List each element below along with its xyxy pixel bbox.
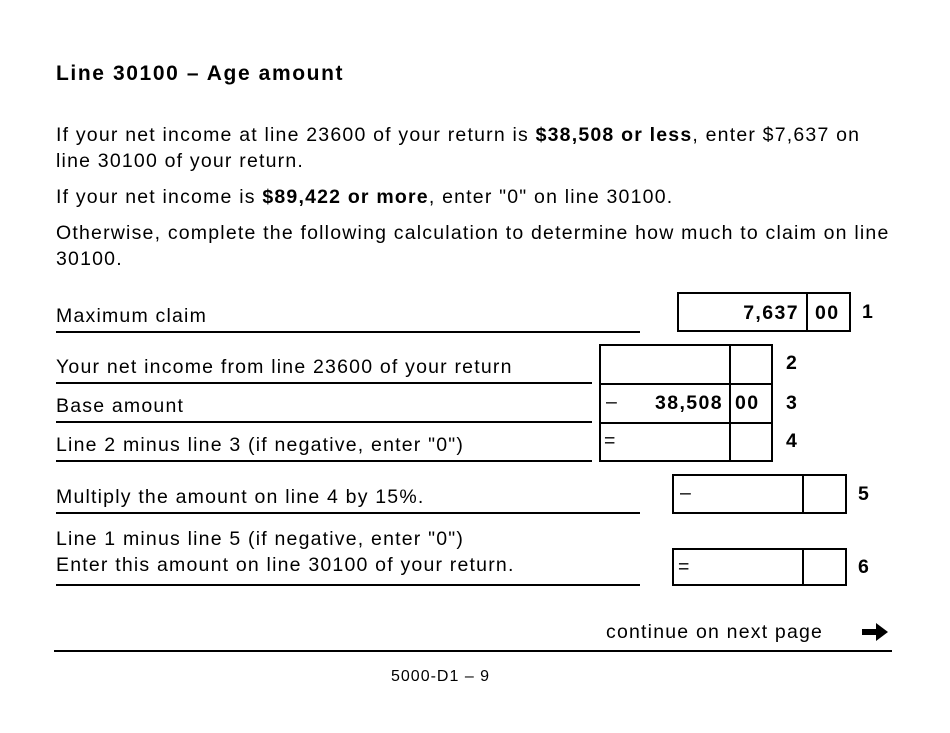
line-5-rule — [56, 512, 640, 514]
line-6-rule — [56, 584, 640, 586]
line-4-rule — [56, 460, 592, 462]
line-1-cents: 00 — [815, 302, 840, 324]
line-5-amount-field[interactable] — [672, 474, 847, 514]
equals-sign: = — [678, 556, 690, 578]
instruction-paragraph-3: Otherwise, complete the following calculation to determine how much to claim on line 30100. — [56, 222, 890, 270]
continue-text: continue on next page — [606, 621, 824, 643]
minus-sign: – — [606, 391, 617, 413]
line-2-label: Your net income from line 23600 of your return — [56, 356, 513, 378]
equals-sign: = — [604, 430, 616, 452]
cents-divider — [802, 550, 804, 584]
page-title: Line 30100 – Age amount — [56, 62, 345, 85]
line-2-cents-field[interactable] — [729, 346, 771, 381]
line-6-number: 6 — [858, 556, 869, 578]
line-4-label: Line 2 minus line 3 (if negative, enter "0") — [56, 434, 465, 456]
instruction-paragraph-1: If your net income at line 23600 of your return is $38,508 or less, enter $7,637 on line 30100 of your return. — [56, 124, 861, 172]
line-1-rule — [56, 331, 640, 333]
line-1-amount-field[interactable] — [677, 292, 851, 332]
minus-sign: – — [680, 482, 691, 504]
line-4-cents-field[interactable] — [729, 424, 771, 460]
line-3-label: Base amount — [56, 395, 185, 417]
line-6-label-2: Enter this amount on line 30100 of your return. — [56, 554, 515, 576]
line-5-label: Multiply the amount on line 4 by 15%. — [56, 486, 425, 508]
cents-divider — [806, 294, 808, 330]
line-2-number: 2 — [786, 352, 797, 374]
arrow-right-icon — [860, 620, 890, 644]
line-4-number: 4 — [786, 430, 797, 452]
line-2-rule — [56, 382, 592, 384]
page-footer: 5000-D1 – 9 — [391, 668, 491, 685]
line-5-number: 5 — [858, 483, 869, 505]
row-divider — [601, 383, 771, 385]
footer-rule — [54, 650, 892, 652]
line-2-dollars-field[interactable] — [601, 346, 727, 381]
line-3-dollars: 38,508 — [654, 392, 723, 414]
line-4-dollars-field[interactable] — [601, 424, 727, 460]
line-6-amount-field[interactable] — [672, 548, 847, 586]
line-3-rule — [56, 421, 592, 423]
line-1-label: Maximum claim — [56, 305, 208, 327]
line-6-label-1: Line 1 minus line 5 (if negative, enter "0") — [56, 528, 465, 550]
line-3-number: 3 — [786, 392, 797, 414]
cents-divider — [802, 476, 804, 512]
instruction-paragraph-2: If your net income is $89,422 or more, enter "0" on line 30100. — [56, 186, 674, 208]
line-1-number: 1 — [862, 301, 873, 323]
line-3-cents: 00 — [735, 392, 760, 414]
line-1-dollars: 7,637 — [743, 302, 799, 324]
